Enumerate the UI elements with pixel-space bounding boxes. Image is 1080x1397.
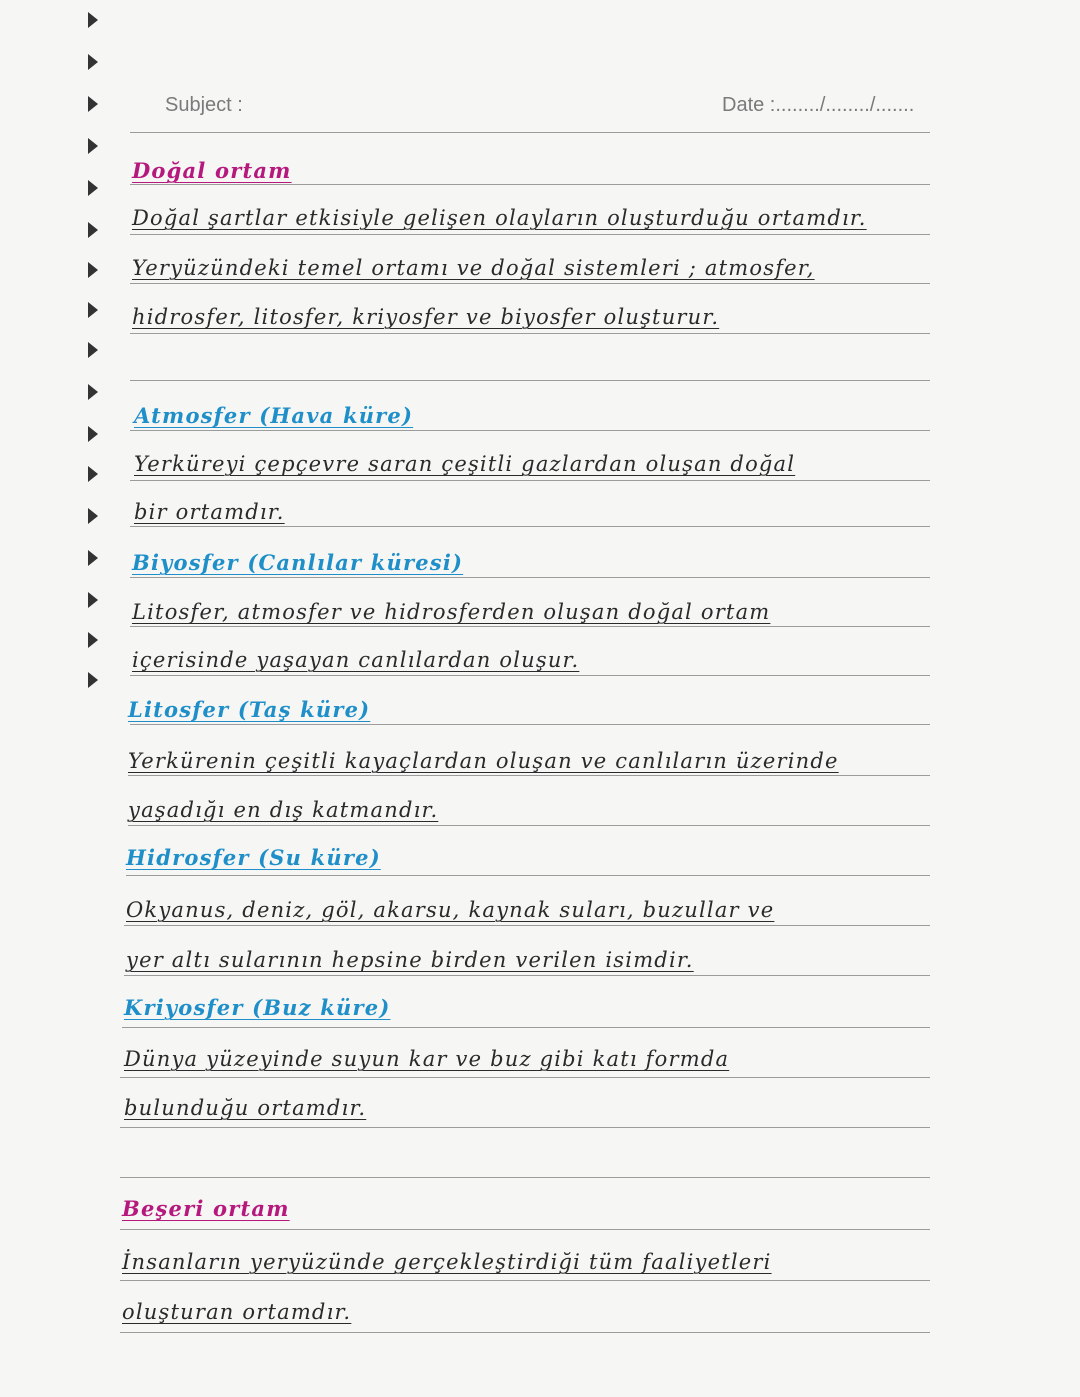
binding-mark [88, 550, 98, 566]
ruled-line [130, 430, 930, 431]
heading-litosfer: Litosfer (Taş küre) [128, 697, 371, 722]
note-line: bulunduğu ortamdır. [124, 1096, 367, 1120]
heading-atmosfer: Atmosfer (Hava küre) [134, 403, 414, 428]
ruled-line [130, 675, 930, 676]
binding-mark [88, 222, 98, 238]
note-line: hidrosfer, litosfer, kriyosfer ve biyosfer oluşturur. [132, 305, 720, 329]
binding-mark [88, 592, 98, 608]
ruled-line [120, 1077, 930, 1078]
ruled-line [130, 626, 930, 627]
ruled-line [130, 333, 930, 334]
binding-mark [88, 180, 98, 196]
binding-mark [88, 302, 98, 318]
binding-mark [88, 466, 98, 482]
binding-mark [88, 96, 98, 112]
note-line: Okyanus, deniz, göl, akarsu, kaynak suları, buzullar ve [126, 898, 775, 922]
ruled-line [130, 526, 930, 527]
binding-mark [88, 262, 98, 278]
note-line: içerisinde yaşayan canlılardan oluşur. [132, 648, 580, 672]
note-line: Doğal şartlar etkisiyle gelişen olayların oluşturduğu ortamdır. [132, 206, 867, 230]
binding-mark [88, 138, 98, 154]
binding-mark [88, 632, 98, 648]
ruled-line [120, 1332, 930, 1333]
binding-mark [88, 342, 98, 358]
binding-mark [88, 12, 98, 28]
binding-mark [88, 54, 98, 70]
ruled-line [124, 925, 930, 926]
heading-beseri-ortam: Beşeri ortam [122, 1196, 290, 1221]
note-line: oluşturan ortamdır. [122, 1300, 352, 1324]
note-line: Yerkürenin çeşitli kayaçlardan oluşan ve canlıların üzerinde [128, 749, 839, 773]
heading-kriyosfer: Kriyosfer (Buz küre) [124, 995, 391, 1020]
ruled-line [122, 1027, 930, 1028]
note-line: Yerküreyi çepçevre saran çeşitli gazlardan oluşan doğal [134, 452, 796, 476]
ruled-line [130, 380, 930, 381]
ruled-line [130, 184, 930, 185]
subject-label: Subject : [165, 94, 243, 116]
ruled-line [130, 132, 930, 133]
ruled-line [128, 775, 930, 776]
note-line: Dünya yüzeyinde suyun kar ve buz gibi katı formda [124, 1047, 730, 1071]
ruled-line [124, 975, 930, 976]
ruled-line [130, 724, 930, 725]
note-line: bir ortamdır. [134, 500, 285, 524]
date-label: Date :......../......../....... [722, 94, 915, 116]
ruled-line [120, 1280, 930, 1281]
ruled-line [130, 577, 930, 578]
ruled-line [120, 1177, 930, 1178]
binding-mark [88, 508, 98, 524]
binding-mark [88, 384, 98, 400]
binding-mark [88, 672, 98, 688]
ruled-line [126, 875, 930, 876]
ruled-line [130, 283, 930, 284]
binding-marks [88, 0, 102, 1397]
ruled-line [130, 234, 930, 235]
note-line: Yeryüzündeki temel ortamı ve doğal sistemleri ; atmosfer, [132, 256, 815, 280]
heading-hidrosfer: Hidrosfer (Su küre) [126, 845, 381, 870]
binding-mark [88, 426, 98, 442]
heading-dogal-ortam: Doğal ortam [132, 158, 292, 183]
note-line: yer altı sularının hepsine birden verilen isimdir. [126, 948, 694, 972]
ruled-line [130, 480, 930, 481]
note-line: Litosfer, atmosfer ve hidrosferden oluşan doğal ortam [132, 600, 771, 624]
note-line: yaşadığı en dış katmandır. [128, 798, 439, 822]
ruled-line [120, 1229, 930, 1230]
ruled-line [128, 825, 930, 826]
note-line: İnsanların yeryüzünde gerçekleştirdiği tüm faaliyetleri [122, 1250, 772, 1274]
ruled-line [120, 1127, 930, 1128]
heading-biyosfer: Biyosfer (Canlılar küresi) [132, 550, 464, 575]
